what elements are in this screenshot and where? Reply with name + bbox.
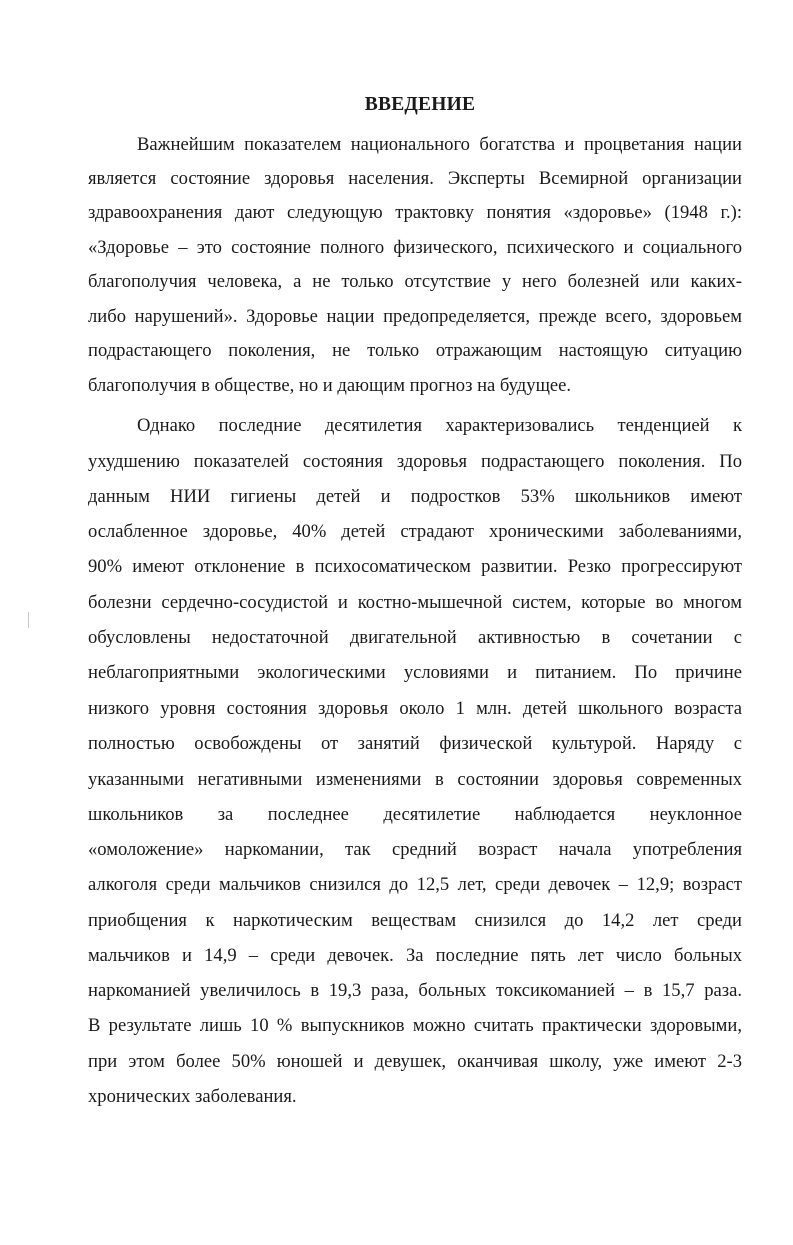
text-line: благополучия человека, а не только отсутствие у него болезней или каких- — [88, 271, 742, 292]
text-line: школьников за последнее десятилетие наблюдается неуклонное — [88, 804, 742, 825]
text-line: при этом более 50% юношей и девушек, оканчивая школу, уже имеют 2-3 — [88, 1051, 742, 1072]
text-line: болезни сердечно-сосудистой и костно-мышечной систем, которые во многом — [88, 592, 742, 613]
text-line: «Здоровье – это состояние полного физического, психического и социального — [88, 237, 742, 258]
text-line: является состояние здоровья населения. Эксперты Всемирной организации — [88, 168, 742, 189]
text-line: приобщения к наркотическим веществам снизился до 14,2 лет среди — [88, 910, 742, 931]
text-line: низкого уровня состояния здоровья около 1 млн. детей школьного возраста — [88, 698, 742, 719]
text-line: обусловлены недостаточной двигательной активностью в сочетании с — [88, 627, 742, 648]
text-line: указанными негативными изменениями в состоянии здоровья современных — [88, 769, 742, 790]
scan-margin-mark — [28, 612, 29, 628]
text-line: здравоохранения дают следующую трактовку понятия «здоровье» (1948 г.): — [88, 202, 742, 223]
text-line: неблагоприятными экологическими условиями и питанием. По причине — [88, 662, 742, 683]
text-line: ухудшению показателей состояния здоровья подрастающего поколения. По — [88, 451, 742, 472]
text-line: 90% имеют отклонение в психосоматическом развитии. Резко прогрессируют — [88, 556, 742, 577]
text-line: полностью освобождены от занятий физической культурой. Наряду с — [88, 733, 742, 754]
section-title: ВВЕДЕНИЕ — [364, 94, 476, 115]
text-line: ослабленное здоровье, 40% детей страдают хроническими заболеваниями, — [88, 521, 742, 542]
text-line: алкоголя среди мальчиков снизился до 12,5 лет, среди девочек – 12,9; возраст — [88, 874, 742, 895]
text-line: мальчиков и 14,9 – среди девочек. За последние пять лет число больных — [88, 945, 742, 966]
text-line: наркоманией увеличилось в 19,3 раза, больных токсикоманией – в 15,7 раза. — [88, 980, 742, 1001]
text-line: благополучия в обществе, но и дающим прогноз на будущее. — [88, 375, 572, 396]
text-line: Важнейшим показателем национального богатства и процветания нации — [137, 134, 742, 155]
text-line: хронических заболевания. — [88, 1086, 297, 1107]
text-line: Однако последние десятилетия характеризовались тенденцией к — [137, 415, 742, 436]
text-line: данным НИИ гигиены детей и подростков 53% школьников имеют — [88, 486, 742, 507]
text-line: либо нарушений». Здоровье нации предопределяется, прежде всего, здоровьем — [88, 306, 742, 327]
text-line: «омоложение» наркомании, так средний возраст начала употребления — [88, 839, 742, 860]
text-line: В результате лишь 10 % выпускников можно считать практически здоровыми, — [88, 1015, 742, 1036]
text-line: подрастающего поколения, не только отражающим настоящую ситуацию — [88, 340, 742, 361]
